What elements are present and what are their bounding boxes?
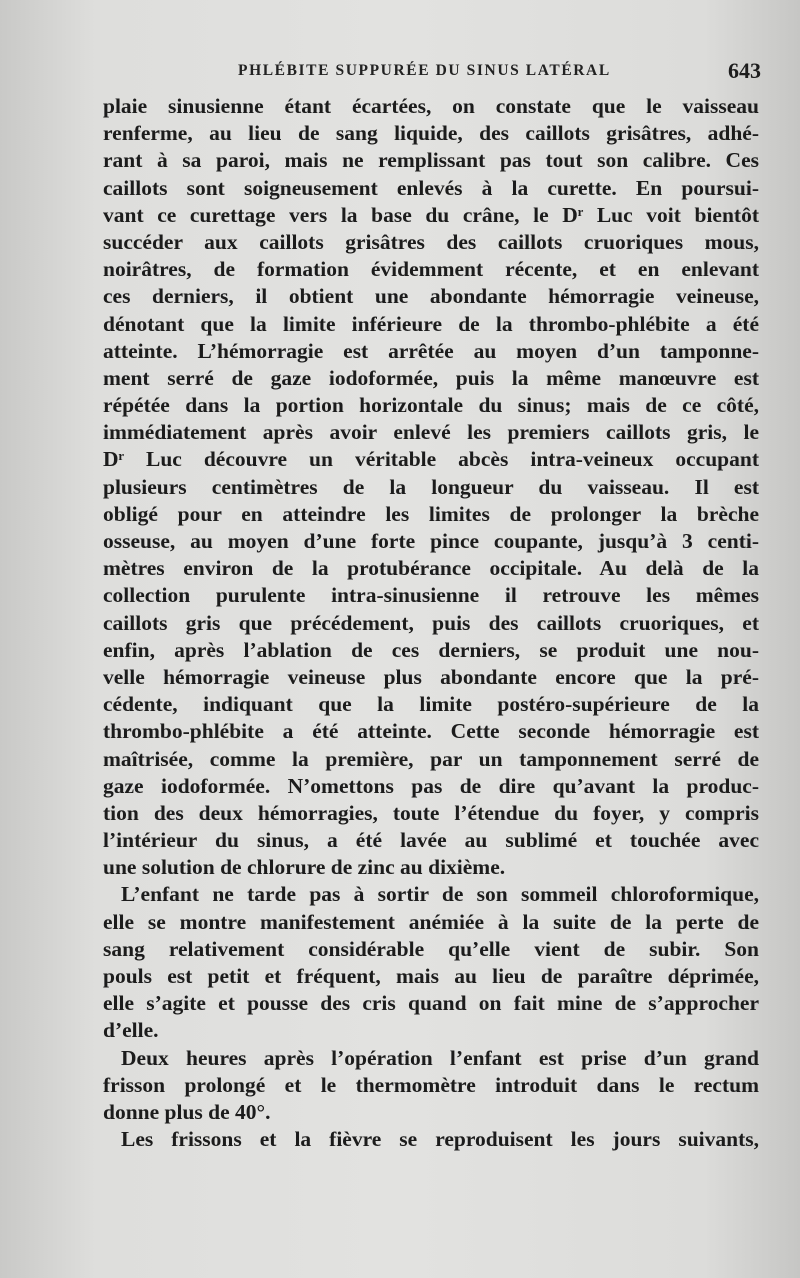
- text-line: osseuse, au moyen d’une forte pince coupante, jusqu’à 3 centi-: [103, 529, 759, 553]
- text-line: frisson prolongé et le thermomètre introduit dans le rectum: [103, 1072, 759, 1097]
- body-text: [103, 93, 759, 1153]
- text-line: velle hémorragie veineuse plus abondante encore que la pré-: [103, 664, 759, 689]
- text-line: plusieurs centimètres de la longueur du vaisseau. Il est: [103, 474, 759, 499]
- text-line: caillots gris que précédement, puis des caillots cruoriques, et: [103, 610, 759, 635]
- text-line: tion des deux hémorragies, toute l’étendue du foyer, y compris: [103, 800, 759, 825]
- text-line: plaie sinusienne étant écartées, on constate que le vaisseau: [103, 94, 759, 118]
- text-line: elle se montre manifestement anémiée à la suite de la perte de: [103, 909, 759, 934]
- text-line: cédente, indiquant que la limite postéro-supérieure de la: [103, 692, 759, 717]
- text-line: obligé pour en atteindre les limites de prolonger la brèche: [103, 501, 759, 526]
- page-header: [0, 58, 800, 84]
- text-line: donne plus de 40°.: [103, 1099, 271, 1124]
- text-line: maîtrisée, comme la première, par un tamponnement serré de: [103, 746, 759, 771]
- text-line: mètres environ de la protubérance occipitale. Au delà de la: [103, 556, 759, 581]
- text-line: pouls est petit et fréquent, mais au lieu de paraître déprimée,: [103, 964, 759, 988]
- text-line: immédiatement après avoir enlevé les premiers caillots gris, le: [103, 420, 759, 445]
- text-line: répétée dans la portion horizontale du sinus; mais de ce côté,: [103, 393, 759, 418]
- text-line: enfin, après l’ablation de ces derniers, se produit une nou-: [103, 637, 759, 662]
- text-line: sang relativement considérable qu’elle vient de subir. Son: [103, 936, 759, 961]
- paragraph-start-line: Les frissons et la fièvre se reproduisent les jours suivants,: [121, 1127, 759, 1152]
- text-line: renferme, au lieu de sang liquide, des caillots grisâtres, adhé-: [103, 121, 759, 146]
- text-line: l’intérieur du sinus, a été lavée au sublimé et touchée avec: [103, 828, 759, 853]
- text-line: noirâtres, de formation évidemment récente, et en enlevant: [103, 257, 759, 282]
- text-line: rant à sa paroi, mais ne remplissant pas tout son calibre. Ces: [103, 148, 759, 173]
- text-line: ces derniers, il obtient une abondante hémorragie veineuse,: [103, 284, 759, 309]
- text-line: atteinte. L’hémorragie est arrêtée au moyen d’un tamponne-: [103, 338, 759, 363]
- paragraph-start-line: L’enfant ne tarde pas à sortir de son sommeil chloroformique,: [121, 882, 759, 907]
- text-line: Dʳ Luc découvre un véritable abcès intra-veineux occupant: [103, 447, 759, 472]
- paragraph-start-line: Deux heures après l’opération l’enfant est prise d’un grand: [121, 1045, 759, 1070]
- text-line: thrombo-phlébite a été atteinte. Cette seconde hémorragie est: [103, 719, 759, 744]
- text-line: dénotant que la limite inférieure de la thrombo-phlébite a été: [103, 311, 759, 336]
- page-number: 643: [728, 58, 761, 83]
- text-line: elle s’agite et pousse des cris quand on fait mine de s’approcher: [103, 991, 759, 1016]
- text-line: d’elle.: [103, 1018, 159, 1043]
- text-line: succéder aux caillots grisâtres des caillots cruoriques mous,: [103, 229, 759, 254]
- text-line: caillots sont soigneusement enlevés à la curette. En poursui-: [103, 175, 759, 200]
- text-line: vant ce curettage vers la base du crâne, le Dʳ Luc voit bientôt: [103, 202, 759, 227]
- text-line: une solution de chlorure de zinc au dixième.: [103, 855, 506, 880]
- text-line: ment serré de gaze iodoformée, puis la même manœuvre est: [103, 365, 759, 390]
- text-line: gaze iodoformée. N’omettons pas de dire qu’avant la produc-: [103, 773, 759, 798]
- running-title: PHLÉBITE SUPPURÉE DU SINUS LATÉRAL: [238, 62, 611, 79]
- text-line: collection purulente intra-sinusienne il retrouve les mêmes: [103, 583, 759, 608]
